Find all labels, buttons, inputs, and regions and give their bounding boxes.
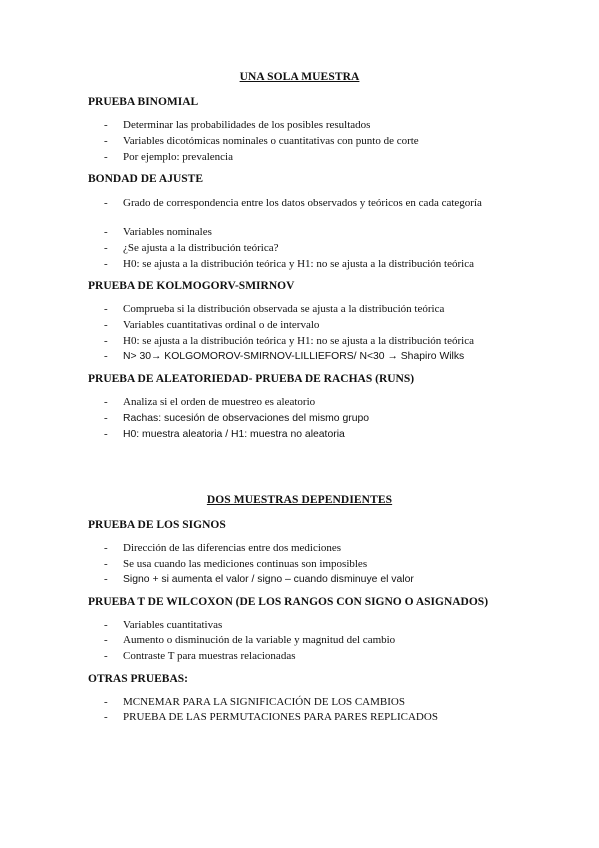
bullet-dash: - [104, 303, 108, 315]
bullet-dash: - [104, 412, 108, 424]
heading-bondad-de-ajuste: BONDAD DE AJUSTE [88, 173, 204, 185]
list-item-text: Signo + si aumenta el valor / signo – cuando disminuye el valor [123, 574, 414, 585]
bullet-dash: - [104, 197, 108, 209]
heading-prueba-binomial: PRUEBA BINOMIAL [88, 96, 199, 108]
bullet-dash: - [104, 135, 108, 147]
list-item-text: Analiza si el orden de muestreo es aleatorio [123, 396, 316, 408]
section-title-dos-muestras-dependientes: DOS MUESTRAS DEPENDIENTES [206, 494, 393, 506]
bullet-dash: - [104, 335, 108, 347]
bullet-dash: - [104, 350, 108, 362]
bullet-dash: - [104, 119, 108, 131]
list-item-text: H0: muestra aleatoria / H1: muestra no aleatoria [123, 429, 345, 440]
list-item-text: Contraste T para muestras relacionadas [123, 650, 296, 662]
list-item-text: Se usa cuando las mediciones continuas son imposibles [123, 558, 368, 570]
list-item-text: Aumento o disminución de la variable y magnitud del cambio [123, 634, 396, 646]
bullet-dash: - [104, 650, 108, 662]
list-item-text: Determinar las probabilidades de los posibles resultados [123, 119, 371, 131]
bullet-dash: - [104, 619, 108, 631]
list-item-text: Comprueba si la distribución observada se ajusta a la distribución teórica [123, 303, 445, 315]
section-title-una-sola-muestra: UNA SOLA MUESTRA [239, 71, 360, 83]
heading-kolmogorv-smirnov: PRUEBA DE KOLMOGORV-SMIRNOV [88, 280, 295, 292]
bullet-dash: - [104, 151, 108, 163]
list-item-text: Dirección de las diferencias entre dos mediciones [123, 542, 342, 554]
list-item-text: Variables cuantitativas [123, 619, 223, 631]
list-item-text: H0: se ajusta a la distribución teórica y H1: no se ajusta a la distribución teórica [123, 258, 474, 270]
bullet-dash: - [104, 711, 108, 723]
bullet-dash: - [104, 573, 108, 585]
heading-prueba-de-los-signos: PRUEBA DE LOS SIGNOS [88, 519, 226, 531]
bullet-dash: - [104, 558, 108, 570]
bullet-dash: - [104, 242, 108, 254]
list-item-text: N> 30→ KOLGOMOROV-SMIRNOV-LILLIEFORS/ N<30 → Shapiro Wilks [123, 351, 465, 362]
list-item-text: PRUEBA DE LAS PERMUTACIONES PARA PARES REPLICADOS [123, 711, 438, 723]
list-item-text: ¿Se ajusta a la distribución teórica? [123, 242, 279, 254]
heading-prueba-de-aleatoriedad: PRUEBA DE ALEATORIEDAD- PRUEBA DE RACHAS (RUNS) [88, 373, 415, 385]
list-item-text: Por ejemplo: prevalencia [123, 151, 233, 163]
list-item-text: Grado de correspondencia entre los datos observados y teóricos en cada categoría [123, 197, 482, 209]
list-item-text: H0: se ajusta a la distribución teórica y H1: no se ajusta a la distribución teórica [123, 335, 474, 347]
list-item-text: MCNEMAR PARA LA SIGNIFICACIÓN DE LOS CAMBIOS [123, 696, 405, 708]
bullet-dash: - [104, 634, 108, 646]
list-item-text: Rachas: sucesión de observaciones del mismo grupo [123, 413, 370, 424]
list-item-text: Variables cuantitativas ordinal o de intervalo [123, 319, 320, 331]
heading-otras-pruebas: OTRAS PRUEBAS: [88, 673, 189, 685]
bullet-dash: - [104, 542, 108, 554]
bullet-dash: - [104, 319, 108, 331]
bullet-dash: - [104, 428, 108, 440]
list-item-text: Variables nominales [123, 226, 212, 238]
heading-prueba-t-de-wilcoxon: PRUEBA T DE WILCOXON (DE LOS RANGOS CON SIGNO O ASIGNADOS) [88, 596, 489, 608]
bullet-dash: - [104, 258, 108, 270]
bullet-dash: - [104, 396, 108, 408]
bullet-dash: - [104, 696, 108, 708]
list-item-text: Variables dicotómicas nominales o cuantitativas con punto de corte [123, 135, 419, 147]
bullet-dash: - [104, 226, 108, 238]
